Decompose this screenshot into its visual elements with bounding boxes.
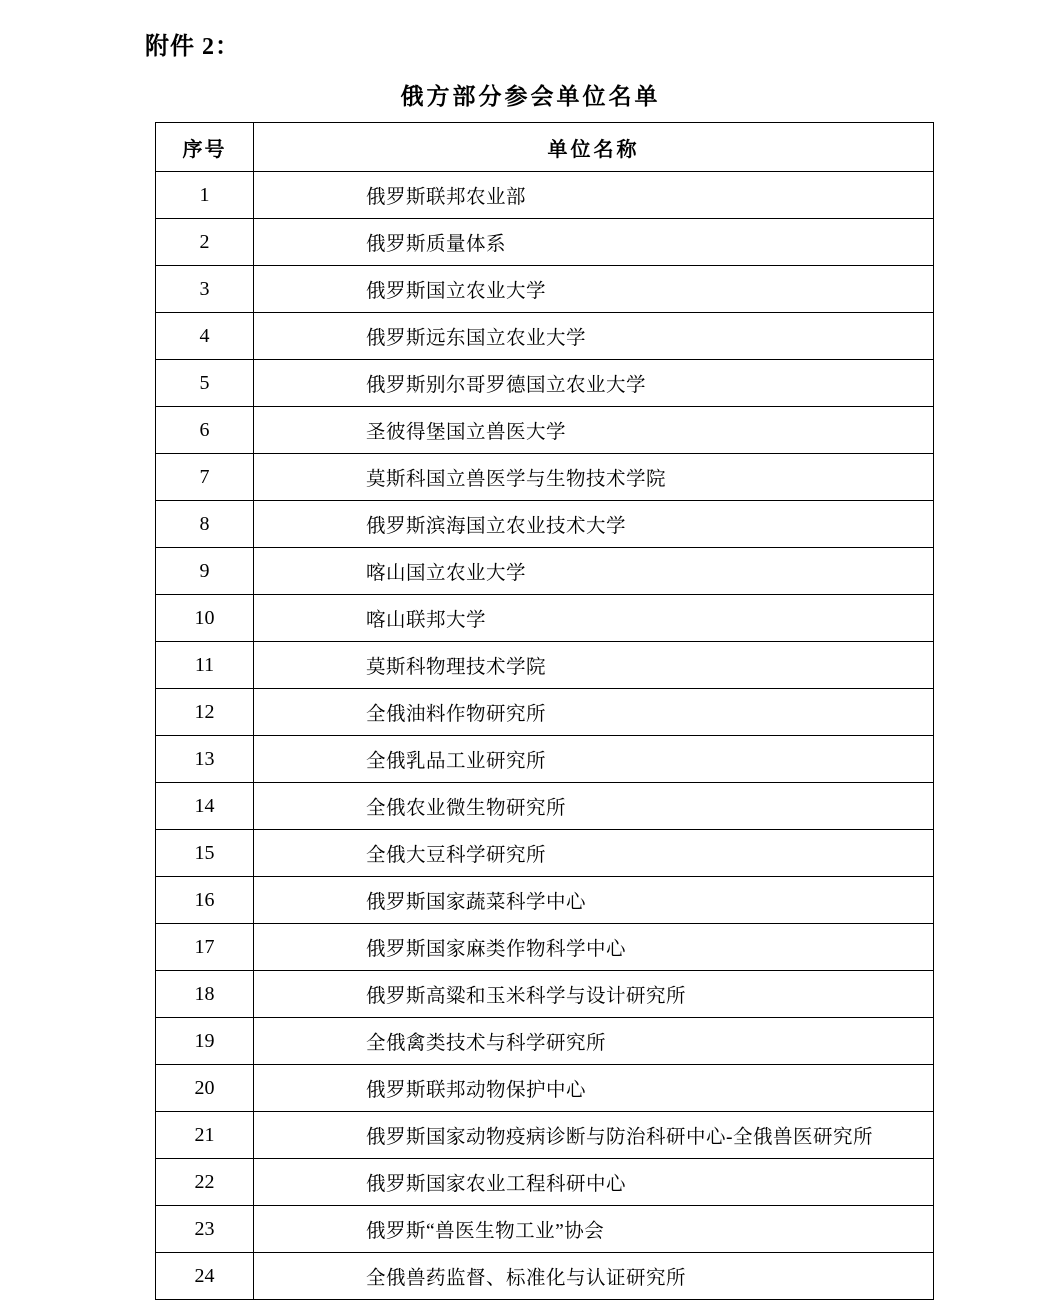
- participants-table: [155, 122, 934, 1300]
- table-row: [156, 1159, 934, 1206]
- table-row: [156, 407, 934, 454]
- row-unit-name: 俄罗斯“兽医生物工业”协会: [254, 1206, 934, 1253]
- row-index: 23: [156, 1206, 254, 1253]
- table-row: [156, 266, 934, 313]
- row-index: 7: [156, 454, 254, 501]
- table-row: [156, 1206, 934, 1253]
- table-header-row: [156, 123, 934, 172]
- row-unit-name: 俄罗斯滨海国立农业技术大学: [254, 501, 934, 548]
- row-index: 5: [156, 360, 254, 407]
- table-row: [156, 360, 934, 407]
- row-unit-name: 全俄大豆科学研究所: [254, 830, 934, 877]
- table-row: [156, 219, 934, 266]
- row-unit-name: 莫斯科物理技术学院: [254, 642, 934, 689]
- row-index: 14: [156, 783, 254, 830]
- table-row: [156, 736, 934, 783]
- table-row: [156, 1253, 934, 1300]
- row-index: 19: [156, 1018, 254, 1065]
- row-index: 8: [156, 501, 254, 548]
- row-index: 4: [156, 313, 254, 360]
- row-unit-name: 俄罗斯国立农业大学: [254, 266, 934, 313]
- row-index: 16: [156, 877, 254, 924]
- row-index: 12: [156, 689, 254, 736]
- row-unit-name: 莫斯科国立兽医学与生物技术学院: [254, 454, 934, 501]
- row-unit-name: 全俄农业微生物研究所: [254, 783, 934, 830]
- row-index: 11: [156, 642, 254, 689]
- row-unit-name: 俄罗斯国家麻类作物科学中心: [254, 924, 934, 971]
- table-row: [156, 877, 934, 924]
- table-row: [156, 830, 934, 877]
- row-unit-name: 俄罗斯国家蔬菜科学中心: [254, 877, 934, 924]
- row-unit-name: 全俄乳品工业研究所: [254, 736, 934, 783]
- row-index: 17: [156, 924, 254, 971]
- attachment-label: 附件 2：: [145, 34, 240, 60]
- table-row: [156, 548, 934, 595]
- row-index: 20: [156, 1065, 254, 1112]
- row-index: 15: [156, 830, 254, 877]
- column-header-name: 单位名称: [254, 123, 934, 172]
- row-unit-name: 全俄油料作物研究所: [254, 689, 934, 736]
- row-unit-name: 全俄禽类技术与科学研究所: [254, 1018, 934, 1065]
- row-index: 9: [156, 548, 254, 595]
- table-row: [156, 454, 934, 501]
- table-row: [156, 1112, 934, 1159]
- row-unit-name: 俄罗斯联邦动物保护中心: [254, 1065, 934, 1112]
- row-index: 6: [156, 407, 254, 454]
- table-row: [156, 313, 934, 360]
- column-header-index: 序号: [156, 123, 254, 172]
- row-index: 3: [156, 266, 254, 313]
- row-index: 22: [156, 1159, 254, 1206]
- row-unit-name: 俄罗斯远东国立农业大学: [254, 313, 934, 360]
- row-unit-name: 俄罗斯国家动物疫病诊断与防治科研中心-全俄兽医研究所: [254, 1112, 934, 1159]
- table-row: [156, 783, 934, 830]
- row-index: 10: [156, 595, 254, 642]
- row-unit-name: 圣彼得堡国立兽医大学: [254, 407, 934, 454]
- row-index: 18: [156, 971, 254, 1018]
- page-title: 俄方部分参会单位名单: [400, 84, 661, 109]
- table-row: [156, 595, 934, 642]
- table-row: [156, 1065, 934, 1112]
- table-row: [156, 971, 934, 1018]
- table-row: [156, 501, 934, 548]
- row-index: 24: [156, 1253, 254, 1300]
- table-row: [156, 1018, 934, 1065]
- row-index: 1: [156, 172, 254, 219]
- row-unit-name: 俄罗斯别尔哥罗德国立农业大学: [254, 360, 934, 407]
- row-index: 13: [156, 736, 254, 783]
- row-unit-name: 俄罗斯质量体系: [254, 219, 934, 266]
- row-unit-name: 喀山国立农业大学: [254, 548, 934, 595]
- table-row: [156, 642, 934, 689]
- row-index: 2: [156, 219, 254, 266]
- table-row: [156, 689, 934, 736]
- row-unit-name: 喀山联邦大学: [254, 595, 934, 642]
- row-unit-name: 全俄兽药监督、标准化与认证研究所: [254, 1253, 934, 1300]
- row-index: 21: [156, 1112, 254, 1159]
- row-unit-name: 俄罗斯国家农业工程科研中心: [254, 1159, 934, 1206]
- row-unit-name: 俄罗斯联邦农业部: [254, 172, 934, 219]
- table-row: [156, 172, 934, 219]
- row-unit-name: 俄罗斯高粱和玉米科学与设计研究所: [254, 971, 934, 1018]
- table-row: [156, 924, 934, 971]
